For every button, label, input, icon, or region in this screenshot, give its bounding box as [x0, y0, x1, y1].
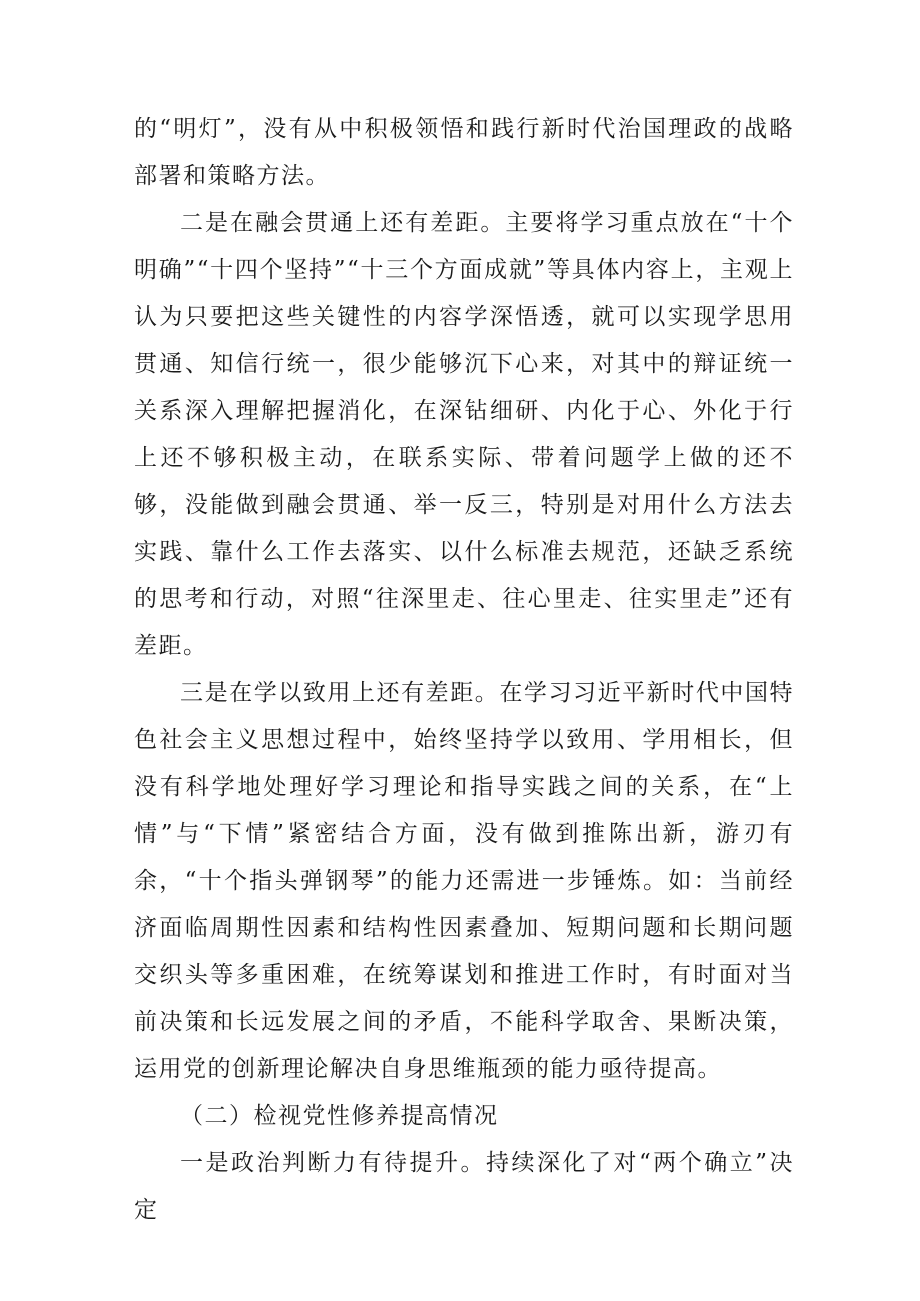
document-body: [134, 106, 794, 1234]
paragraph-integration-gap: 二是在融会贯通上还有差距。主要将学习重点放在“十个明确”“十四个坚持”“十三个方面成就”等具体内容上，主观上认为只要把这些关键性的内容学深悟透，就可以实现学思用贯通、知信行统一，很少能够沉下心来，对其中的辩证统一关系深入理解把握消化，在深钻细研、内化于心、外化于行上还不够积极主动，在联系实际、带着问题学上做的还不够，没能做到融会贯通、举一反三，特别是对用什么方法去实践、靠什么工作去落实、以什么标准去规范，还缺乏系统的思考和行动，对照“往深里走、往心里走、往实里走”还有差距。: [134, 210, 794, 659]
paragraph-political-judgment: 一是政治判断力有待提升。持续深化了对“两个确立”决定: [134, 1150, 794, 1223]
paragraph-continuation: 的“明灯”，没有从中积极领悟和践行新时代治国理政的战略部署和策略方法。: [134, 116, 794, 189]
paragraph-application-gap: 三是在学以致用上还有差距。在学习习近平新时代中国特色社会主义思想过程中，始终坚持学以致用、学用相长，但没有科学地处理好学习理论和指导实践之间的关系，在“上情”与“下情”紧密结合方面，没有做到推陈出新，游刃有余，“十个指头弹钢琴”的能力还需进一步锤炼。如：当前经济面临周期性因素和结构性因素叠加、短期问题和长期问题交织头等多重困难，在统筹谋划和推进工作时，有时面对当前决策和长远发展之间的矛盾，不能科学取舍、果断决策，运用党的创新理论解决自身思维瓶颈的能力亟待提高。: [134, 680, 794, 1082]
section-heading: （二）检视党性修养提高情况: [180, 1103, 499, 1129]
